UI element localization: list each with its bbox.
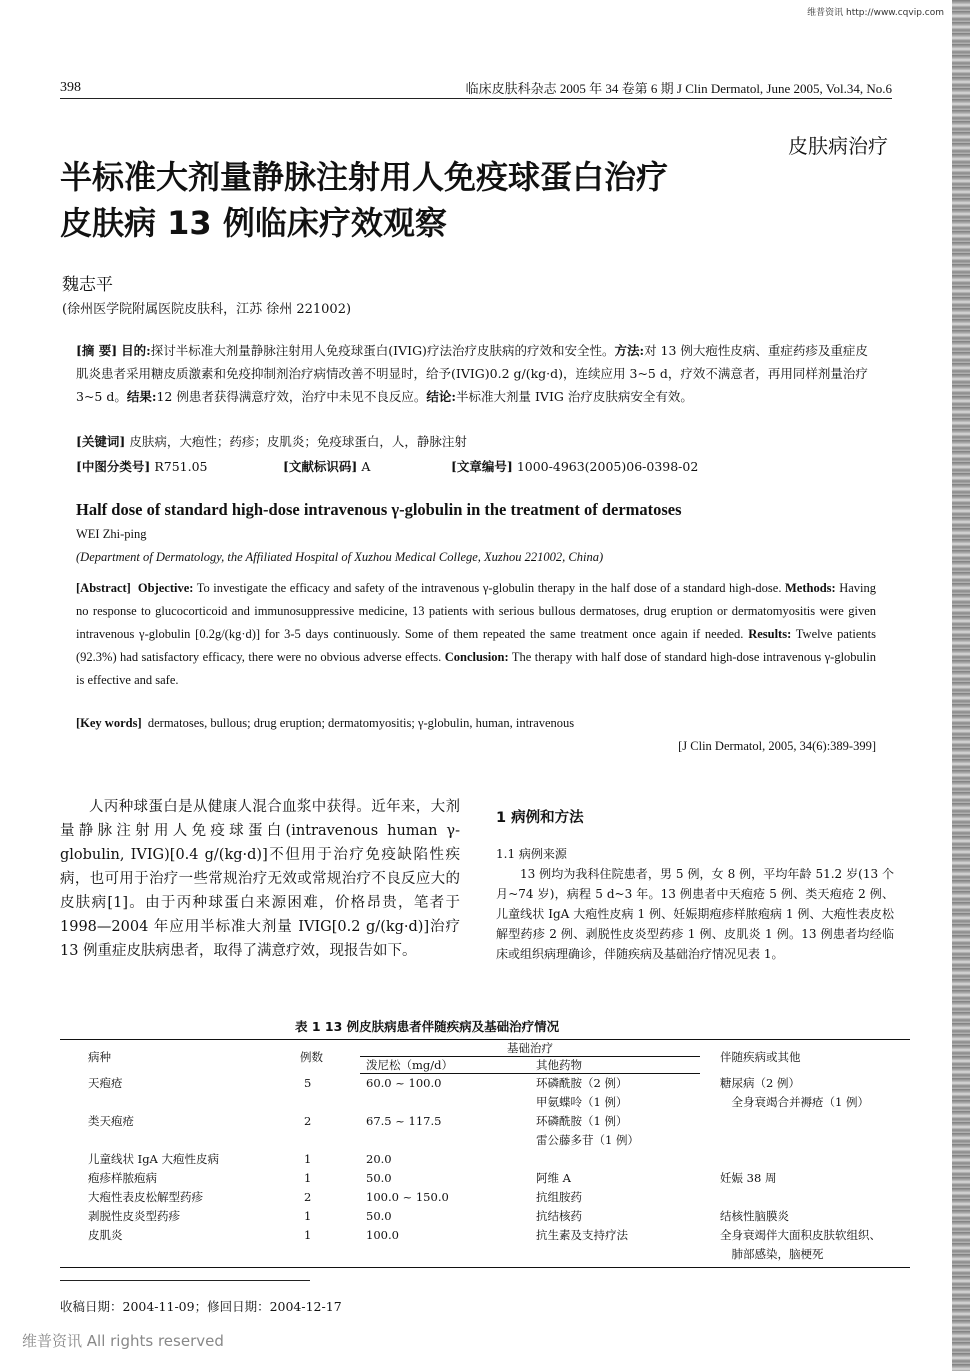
keywords-cn-text: 皮肤病，大疱性；药疹；皮肌炎；免疫球蛋白，人，静脉注射 <box>129 434 467 449</box>
cell-prednisone: 50.0 <box>366 1171 392 1185</box>
abstract-en <box>76 577 876 692</box>
cell-disease: 儿童线状 IgA 大疱性皮病 <box>88 1152 220 1166</box>
comorbidity-item: 肺部感染，脑梗死 <box>731 1247 824 1261</box>
table-row <box>60 1112 910 1150</box>
conclusion-en: The therapy with half dose of standard high-dose intravenous γ-globulin is effective and safe. <box>76 650 876 687</box>
abstract-en-label: [Abstract] <box>76 581 131 595</box>
cell-other-drugs <box>530 1226 700 1268</box>
conclusion-cn: 半标准大剂量 IVIG 治疗皮肤病安全有效。 <box>456 389 693 404</box>
cell-disease: 剥脱性皮炎型药疹 <box>88 1209 180 1223</box>
cell-other-drugs <box>530 1188 700 1207</box>
page-number: 398 <box>60 80 81 95</box>
doc-code-label: [文献标识码] <box>283 459 358 474</box>
comorbidity-item: 全身衰竭合并褥疮（1 例） <box>731 1094 869 1109</box>
watermark-bottom: 维普资讯 All rights reserved <box>22 1332 224 1350</box>
title-line-2: 皮肤病 13 例临床疗效观察 <box>60 204 447 242</box>
comorbidity-item: 全身衰竭伴大面积皮肤软组织、 <box>720 1228 881 1242</box>
header-other-drugs: 其他药物 <box>530 1057 700 1074</box>
other-drug-item: 甲氨蝶呤（1 例） <box>536 1095 628 1109</box>
table-row <box>60 1150 910 1169</box>
article-no-label: [文章编号] <box>451 459 513 474</box>
cell-other-drugs <box>530 1169 700 1188</box>
subsection-body: 13 例均为我科住院患者，男 5 例，女 8 例，平均年龄 51.2 岁(13 个月~74 岁)，病程 5 d~3 年。13 例患者中天疱疮 5 例、类天疱疮 2 例、儿童线状 IgA 大疱性皮病 1 例、妊娠期疱疹样脓疱病 1 例、大疱性表皮松解型药疹 2 例、剥脱性皮炎型药疹 1 例、皮肌炎 1 例。13 例患者均经临床或组织病理确诊，伴随疾病及基础治疗情况见表 1。 <box>496 867 894 961</box>
other-drug-item: 抗结核药 <box>536 1209 582 1223</box>
keywords-en-label: [Key words] <box>76 716 142 730</box>
clc-label: [中图分类号] <box>76 459 151 474</box>
cell-disease: 疱疹样脓疱病 <box>88 1171 157 1185</box>
comorbidity-item: 妊娠 38 周 <box>720 1171 777 1185</box>
cell-other-drugs <box>530 1150 700 1169</box>
results-en-label: Results: <box>748 627 792 641</box>
header-prednisone: 泼尼松（mg/d） <box>360 1057 530 1074</box>
objective-cn-label: 目的: <box>121 343 151 358</box>
results-cn-label: 结果: <box>126 389 157 404</box>
section-tag: 皮肤病治疗 <box>788 134 888 158</box>
cell-disease: 类天疱疮 <box>88 1114 134 1128</box>
cell-other-drugs <box>530 1207 700 1226</box>
comorbidity-item: 结核性脑膜炎 <box>720 1209 789 1223</box>
keywords-en-text: dermatoses, bullous; drug eruption; dermatomyositis; γ-globulin, human, intravenous <box>147 716 575 730</box>
table-row <box>60 1188 910 1207</box>
data-table <box>60 1039 910 1268</box>
table-row <box>60 1074 910 1113</box>
article-title <box>60 154 820 246</box>
english-title: Half dose of standard high-dose intravenous γ-globulin in the treatment of dermatoses <box>76 500 682 519</box>
keywords-cn-label: [关键词] <box>76 434 126 449</box>
cell-prednisone: 50.0 <box>366 1209 392 1223</box>
objective-en-label: Objective: <box>137 581 194 595</box>
cell-cases: 1 <box>304 1171 312 1185</box>
methods-cn-label: 方法: <box>614 343 645 358</box>
comorbidity-item: 糖尿病（2 例） <box>720 1075 800 1090</box>
cell-cases: 5 <box>304 1075 312 1090</box>
cell-disease: 天疱疮 <box>88 1075 123 1090</box>
watermark-top: 维普资讯 http://www.cqvip.com <box>807 8 944 18</box>
scan-edge <box>952 0 970 1371</box>
affiliation: (徐州医学院附属医院皮肤科，江苏 徐州 221002) <box>62 302 352 317</box>
table-body <box>60 1074 910 1268</box>
cell-other-drugs <box>530 1112 700 1150</box>
cell-prednisone: 100.0 <box>360 1226 530 1268</box>
cell-comorbidity <box>700 1207 910 1226</box>
cell-disease: 皮肌炎 <box>60 1226 280 1268</box>
other-drug-item: 阿维 A <box>536 1171 571 1185</box>
table-row <box>60 1207 910 1226</box>
conclusion-en-label: Conclusion: <box>444 650 509 664</box>
methods-cn: 对 13 例大疱性皮病、重症药疹及重症皮肌炎患者采用糖皮质激素和免疫抑制剂治疗病情改善不明显时，给予(IVIG)0.2 g/(kg·d)，连续应用 3~5 d，疗效不满意者，再用同样剂量治疗 3~5 d。 <box>76 343 868 404</box>
cell-cases: 1 <box>304 1152 312 1166</box>
cell-comorbidity <box>700 1188 910 1207</box>
keywords-cn <box>76 430 467 453</box>
conclusion-cn-label: 结论: <box>426 389 456 404</box>
results-en: Twelve patients (92.3%) had satisfactory efficacy, there were no obvious adverse effects. <box>76 627 877 664</box>
other-drug-item: 抗生素及支持疗法 <box>536 1228 628 1242</box>
cell-other-drugs <box>530 1074 700 1113</box>
header-comorbidity: 伴随疾病或其他 <box>700 1040 910 1074</box>
english-affiliation: (Department of Dermatology, the Affiliated Hospital of Xuzhou Medical College, Xuzhou 221002, China) <box>76 550 604 564</box>
objective-cn: 探讨半标准大剂量静脉注射用人免疫球蛋白(IVIG)疗法治疗皮肤病的疗效和安全性。 <box>150 343 615 358</box>
other-drug-item: 雷公藤多苷（1 例） <box>536 1133 639 1147</box>
cell-comorbidity <box>700 1226 910 1268</box>
cell-disease: 大疱性表皮松解型药疹 <box>88 1190 203 1204</box>
abstract-cn <box>76 339 876 408</box>
section-heading: 1 病例和方法 <box>496 810 584 826</box>
subsection-heading: 1.1 病例来源 <box>496 847 567 861</box>
title-line-1: 半标准大剂量静脉注射用人免疫球蛋白治疗 <box>60 158 669 196</box>
other-drug-item: 环磷酰胺（2 例） <box>536 1076 628 1090</box>
clc-code: R751.05 <box>154 459 208 474</box>
intro-paragraph: 人丙种球蛋白是从健康人混合血浆中获得。近年来，大剂量静脉注射用人免疫球蛋白(intravenous human γ-globulin, IVIG)[0.4 g/(kg·d)]不但用于治疗免疫缺陷性疾病，也可用于治疗一些常规治疗无效或常规治疗不良反应大的皮肤病[1]。由于丙种球蛋白来源困难，价格昂贵，笔者于 1998—2004 年应用半标准大剂量 IVIG[0.2 g/(kg·d)]治疗 13 例重症皮肤病患者，取得了满意疗效，现报告如下。 <box>60 799 460 959</box>
cell-cases: 1 <box>280 1226 360 1268</box>
cell-cases: 1 <box>304 1209 312 1223</box>
results-cn: 12 例患者获得满意疗效，治疗中未见不良反应。 <box>156 389 427 404</box>
journal-header: 临床皮肤科杂志 2005 年 34 卷第 6 期 J Clin Dermatol, June 2005, Vol.34, No.6 <box>465 81 892 96</box>
table-row <box>60 1169 910 1188</box>
other-drug-item: 环磷酰胺（1 例） <box>536 1114 628 1128</box>
doc-code: A <box>361 459 371 474</box>
cell-cases: 2 <box>304 1114 312 1128</box>
cell-comorbidity <box>700 1112 910 1150</box>
footnote-rule <box>60 1280 310 1281</box>
cell-prednisone: 60.0 ~ 100.0 <box>366 1076 442 1090</box>
cell-comorbidity <box>700 1074 910 1113</box>
cell-prednisone: 20.0 <box>366 1152 392 1166</box>
cell-comorbidity <box>700 1169 910 1188</box>
cell-prednisone: 100.0 ~ 150.0 <box>366 1190 449 1204</box>
table-caption: 表 1 13 例皮肤病患者伴随疾病及基础治疗情况 <box>295 1019 560 1034</box>
classification-line <box>76 453 876 476</box>
header-disease: 病种 <box>60 1040 280 1074</box>
methods-en: Having no response to glucocorticoid and immunosuppressive medicine, 13 patients with serious bullous dermatoses, drug eruption or dermatomyositis were given intravenous γ-globulin [0.2g/(kg·d)] for 3-5 days continuously. Some of them repeated the same treatment once again if needed. <box>76 581 877 641</box>
methods-en-label: Methods: <box>784 581 836 595</box>
other-drug-item: 抗组胺药 <box>536 1190 582 1204</box>
objective-en: To investigate the efficacy and safety of the intravenous γ-globulin therapy in the half dose of a standard high-dose. <box>196 581 782 595</box>
citation: [J Clin Dermatol, 2005, 34(6):389-399] <box>678 739 876 753</box>
cell-comorbidity <box>700 1150 910 1169</box>
author: 魏志平 <box>62 275 113 295</box>
footnote: 收稿日期：2004-11-09；修回日期：2004-12-17 <box>60 1299 342 1314</box>
cell-cases: 2 <box>304 1190 312 1204</box>
header-rule <box>60 98 892 99</box>
keywords-en <box>76 716 574 731</box>
header-cases: 例数 <box>280 1040 360 1074</box>
abstract-cn-label: [摘 要] <box>76 343 118 358</box>
english-author: WEI Zhi-ping <box>76 527 147 541</box>
cell-prednisone: 67.5 ~ 117.5 <box>366 1114 442 1128</box>
article-no: 1000-4963(2005)06-0398-02 <box>516 459 699 474</box>
header-basic-treatment: 基础治疗 <box>360 1040 700 1057</box>
table-row <box>60 1226 910 1268</box>
